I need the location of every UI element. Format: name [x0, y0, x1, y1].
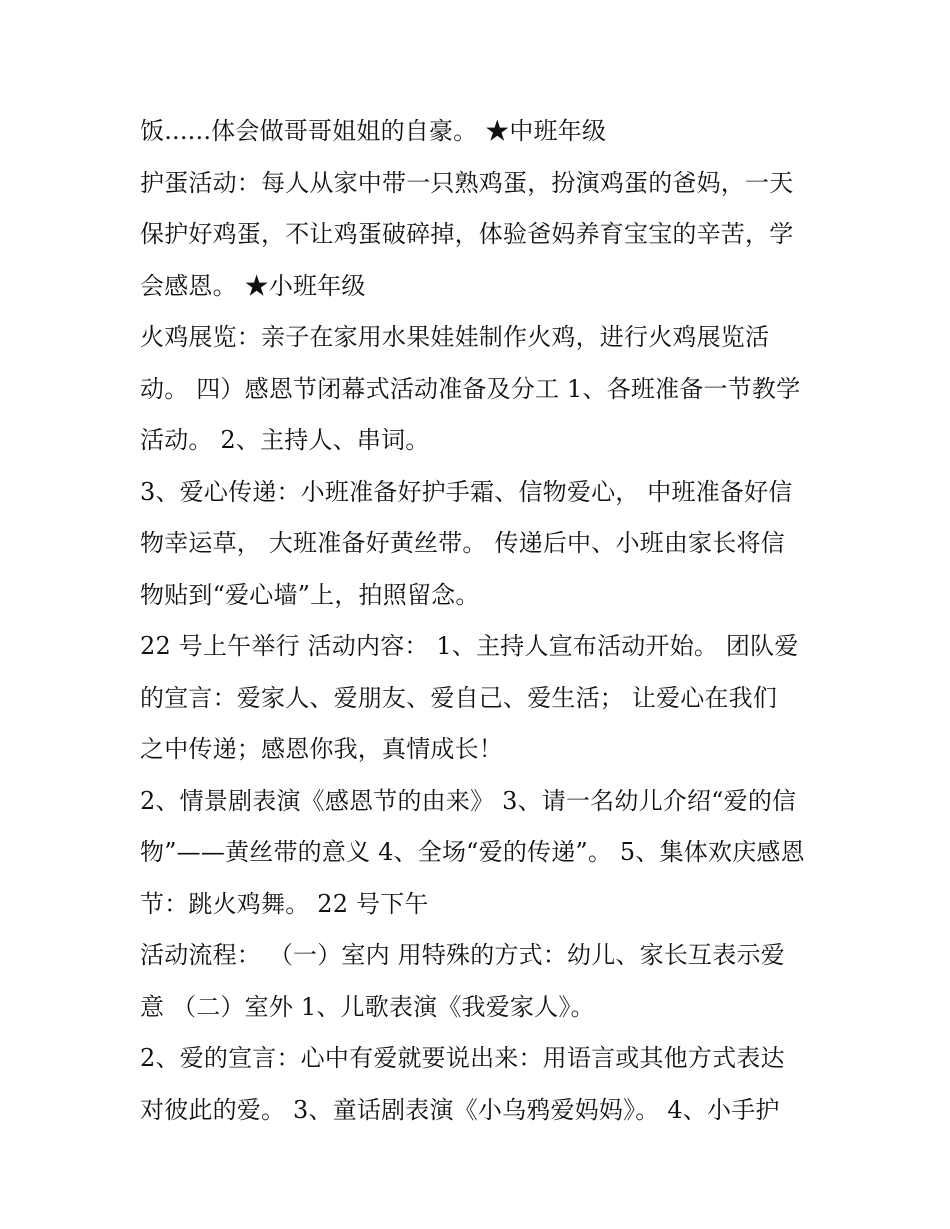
text-line: 3、爱心传递：小班准备好护手霜、信物爱心， 中班准备好信: [140, 477, 793, 506]
text-line: 护蛋活动：每人从家中带一只熟鸡蛋，扮演鸡蛋的爸妈，一天: [140, 168, 794, 197]
text-line: 物贴到“爱心墙”上，拍照留念。: [140, 580, 480, 609]
text-line: 活动流程： （一）室内 用特殊的方式：幼儿、家长互表示爱: [140, 941, 785, 969]
document-body: [140, 106, 830, 1136]
text-line: 节：跳火鸡舞。 22 号下午: [140, 889, 429, 918]
text-line: 意 （二）室外 1、儿歌表演《我爱家人》。: [140, 992, 595, 1021]
text-line: 动。 四）感恩节闭幕式活动准备及分工 1、各班准备一节教学: [140, 374, 801, 403]
text-line: 物幸运草， 大班准备好黄丝带。 传递后中、小班由家长将信: [140, 529, 785, 557]
text-line: 的宣言：爱家人、爱朋友、爱自己、爱生活； 让爱心在我们: [140, 683, 778, 712]
text-line: 火鸡展览：亲子在家用水果娃娃制作火鸡，进行火鸡展览活: [140, 323, 770, 351]
text-line: 对彼此的爱。 3、童话剧表演《小乌鸦爱妈妈》。 4、小手护: [140, 1095, 780, 1124]
text-line: 饭......体会做哥哥姐姐的自豪。 ★中班年级: [140, 117, 607, 145]
text-line: 2、爱的宣言：心中有爱就要说出来：用语言或其他方式表达: [140, 1044, 785, 1072]
text-line: 物”——黄丝带的意义 4、全场“爱的传递”。 5、集体欢庆感恩: [140, 838, 805, 866]
text-line: 22 号上午举行 活动内容： 1、主持人宣布活动开始。 团队爱: [140, 632, 799, 660]
text-line: 保护好鸡蛋，不让鸡蛋破碎掉，体验爸妈养育宝宝的辛苦，学: [140, 220, 794, 248]
text-line: 活动。 2、主持人、串词。: [140, 426, 430, 454]
text-line: 之中传递；感恩你我，真情成长！: [140, 735, 503, 763]
text-line: 会感恩。 ★小班年级: [140, 271, 366, 300]
text-line: 2、情景剧表演《感恩节的由来》 3、请一名幼儿介绍“爱的信: [140, 786, 797, 815]
